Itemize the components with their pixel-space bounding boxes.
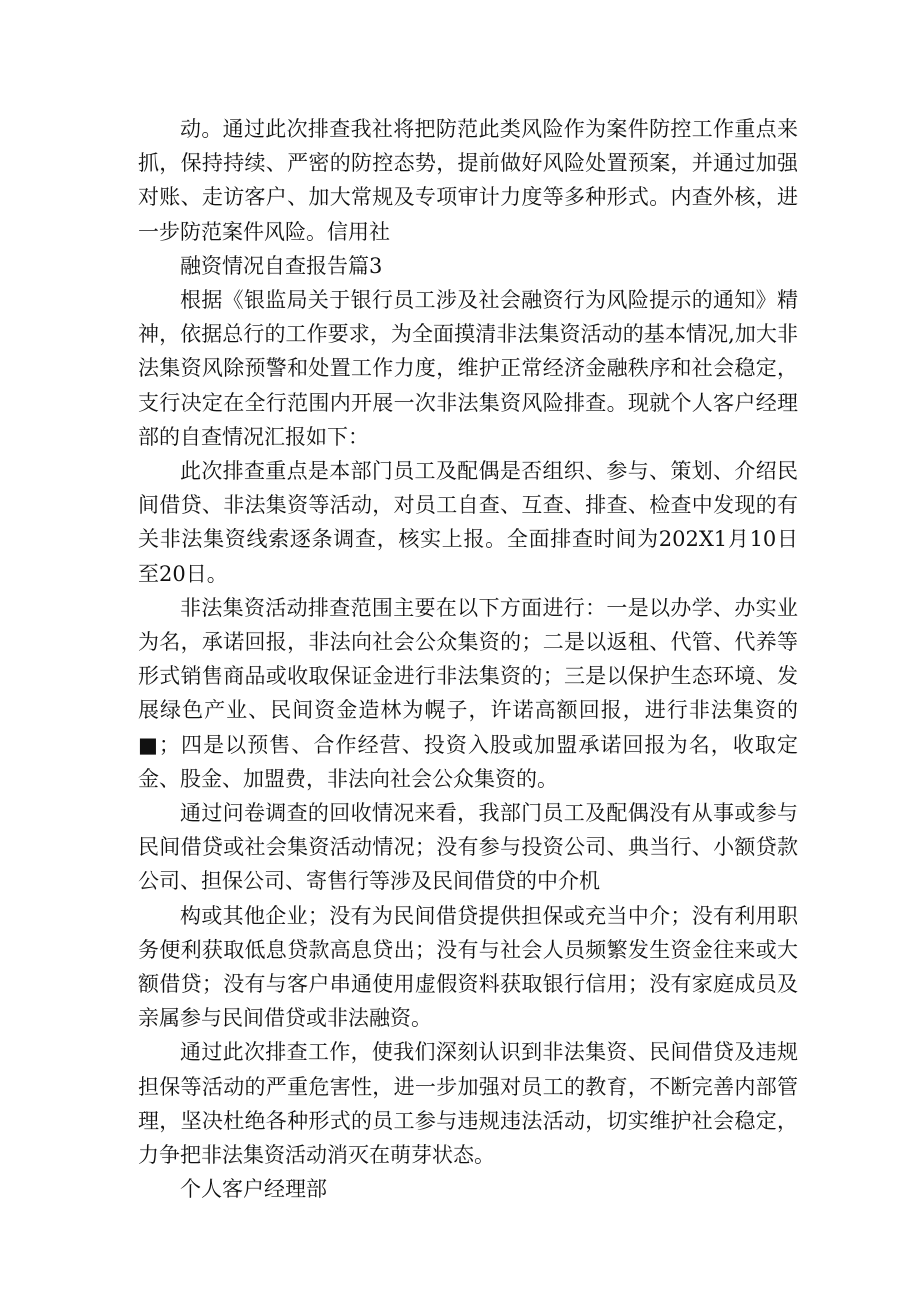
paragraph-inspection-focus: 此次排查重点是本部门员工及配偶是否组织、参与、策划、介绍民间借贷、非法集资等活动，对员工自查、互查、排查、检查中发现的有关非法集资线索逐条调查，核实上报。全面排查时间为202X1月10日至20日。 [138,459,798,586]
paragraph-background: 根据《银监局关于银行员工涉及社会融资行为风险提示的通知》精神，依据总行的工作要求，为全面摸清非法集资活动的基本情况,加大非法集资风除预警和处置工作力度，维护正常经济金融秩序和社会稳定，支行决定在全行范围内开展一次非法集资风险排查。现就个人客户经理部的自查情况汇报如下： [138,288,798,449]
paragraph-inspection-scope: 非法集资活动排查范围主要在以下方面进行：一是以办学、办实业为名，承诺回报，非法向社会公众集资的；二是以返租、代管、代养等形式销售商品或收取保证金进行非法集资的；三是以保护生态环境、发展绿色产业、民间资金造林为幌子，许诺高额回报，进行非法集资的■；四是以预售、合作经营、投资入股或加盟承诺回报为名，收取定金、股金、加盟费，非法向社会公众集资的。 [138,595,798,791]
paragraph-survey-results: 通过问卷调查的回收情况来看，我部门员工及配偶没有从事或参与民间借贷或社会集资活动情况；没有参与投资公司、典当行、小额贷款公司、担保公司、寄售行等涉及民间借贷的中介机 [138,801,798,894]
paragraph-risk-control: 动。通过此次排查我社将把防范此类风险作为案件防控工作重点来抓，保持持续、严密的防控态势，提前做好风险处置预案，并通过加强对账、走访客户、加大常规及专项审计力度等多种形式。内查外核，进一步防范案件风险。信用社 [138,117,798,244]
department-signature: 个人客户经理部 [180,1177,327,1202]
paragraph-conclusion: 通过此次排查工作，使我们深刻认识到非法集资、民间借贷及违规担保等活动的严重危害性，进一步加强对员工的教育，不断完善内部管理，坚决杜绝各种形式的员工参与违规违法活动，切实维护社会稳定，力争把非法集资活动消灭在萌芽状态。 [138,1040,798,1168]
paragraph-survey-results-continued: 构或其他企业；没有为民间借贷提供担保或充当中介；没有利用职务便利获取低息贷款高息贷出；没有与社会人员频繁发生资金往来或大额借贷；没有与客户串通使用虚假资料获取银行信用；没有家庭成员及亲属参与民间借贷或非法融资。 [138,903,798,1031]
section-heading: 融资情况自查报告篇3 [180,253,383,278]
document-body [138,112,798,1207]
